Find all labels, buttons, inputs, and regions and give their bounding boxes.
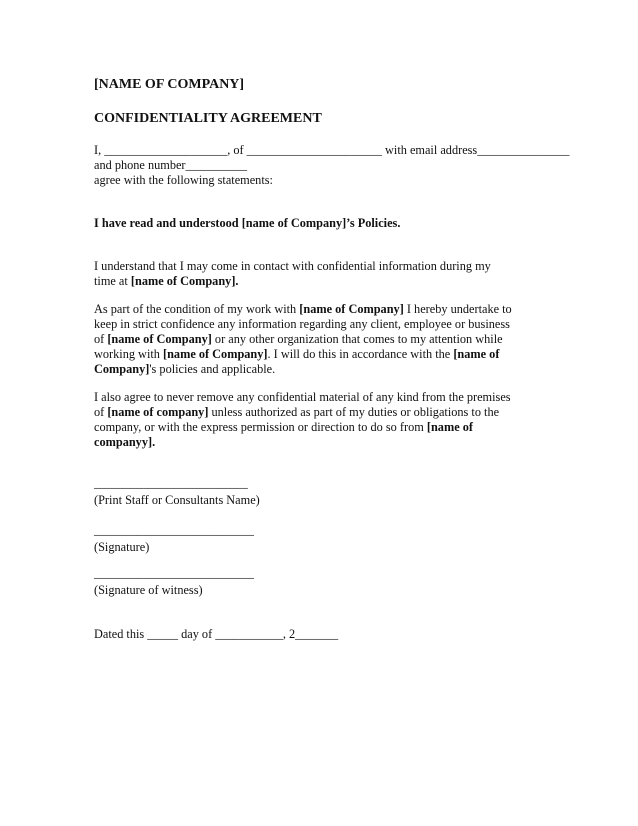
text-segment: working with [94,347,163,361]
paragraph2-line-5 [94,362,275,377]
text-segment: I hereby undertake to [403,302,512,316]
paragraph2-line-3 [94,332,503,347]
paragraph3-line-3 [94,420,473,435]
paragraph2-line-4 [94,347,499,362]
witness-signature-line: __________________________ [94,566,254,580]
text-segment: 's policies and applicable. [149,362,276,376]
paragraph3-line-1: I also agree to never remove any confidential material of any kind from the premises [94,390,511,404]
company-placeholder: [name of company] [107,405,209,419]
print-name-label: (Print Staff or Consultants Name) [94,493,260,507]
text-segment: company, or with the express permission or direction to do so from [94,420,427,434]
intro-line-2: and phone number__________ [94,158,248,172]
company-placeholder: Company] [94,362,150,376]
paragraph3-line-4: companyy]. [94,435,156,449]
print-name-line: _________________________ [94,476,248,490]
text-segment: time at [94,274,131,288]
company-placeholder: [name of Company] [163,347,268,361]
dated-line: Dated this _____ day of ___________, 2_______ [94,627,339,641]
paragraph3-line-2 [94,405,499,420]
paragraph1-line-1: I understand that I may come in contact with confidential information during my [94,259,491,273]
intro-line-1: I, ____________________, of ______________________ with email address_______________ [94,143,570,157]
company-placeholder: [name of Company] [299,302,404,316]
signature-label: (Signature) [94,540,150,554]
text-segment: unless authorized as part of my duties or obligations to the [208,405,500,419]
agreement-title: CONFIDENTIALITY AGREEMENT [94,111,322,126]
paragraph2-line-2: keep in strict confidence any information regarding any client, employee or business [94,317,510,331]
company-placeholder: [name of Company]. [130,274,239,288]
signature-line: __________________________ [94,523,254,537]
text-segment: of [94,405,108,419]
company-placeholder: [name of [426,420,473,434]
company-placeholder: [name of Company] [107,332,212,346]
text-segment: or any other organization that comes to my attention while [211,332,503,346]
witness-signature-label: (Signature of witness) [94,583,203,597]
policies-statement: I have read and understood [name of Company]’s Policies. [94,216,401,230]
intro-line-3: agree with the following statements: [94,173,273,187]
company-name-heading: [NAME OF COMPANY] [94,77,245,92]
text-segment: . I will do this in accordance with the [267,347,454,361]
text-segment: of [94,332,108,346]
paragraph1-line-2 [94,274,238,289]
paragraph2-line-1 [94,302,512,317]
text-segment: As part of the condition of my work with [94,302,300,316]
company-placeholder: [name of [453,347,500,361]
